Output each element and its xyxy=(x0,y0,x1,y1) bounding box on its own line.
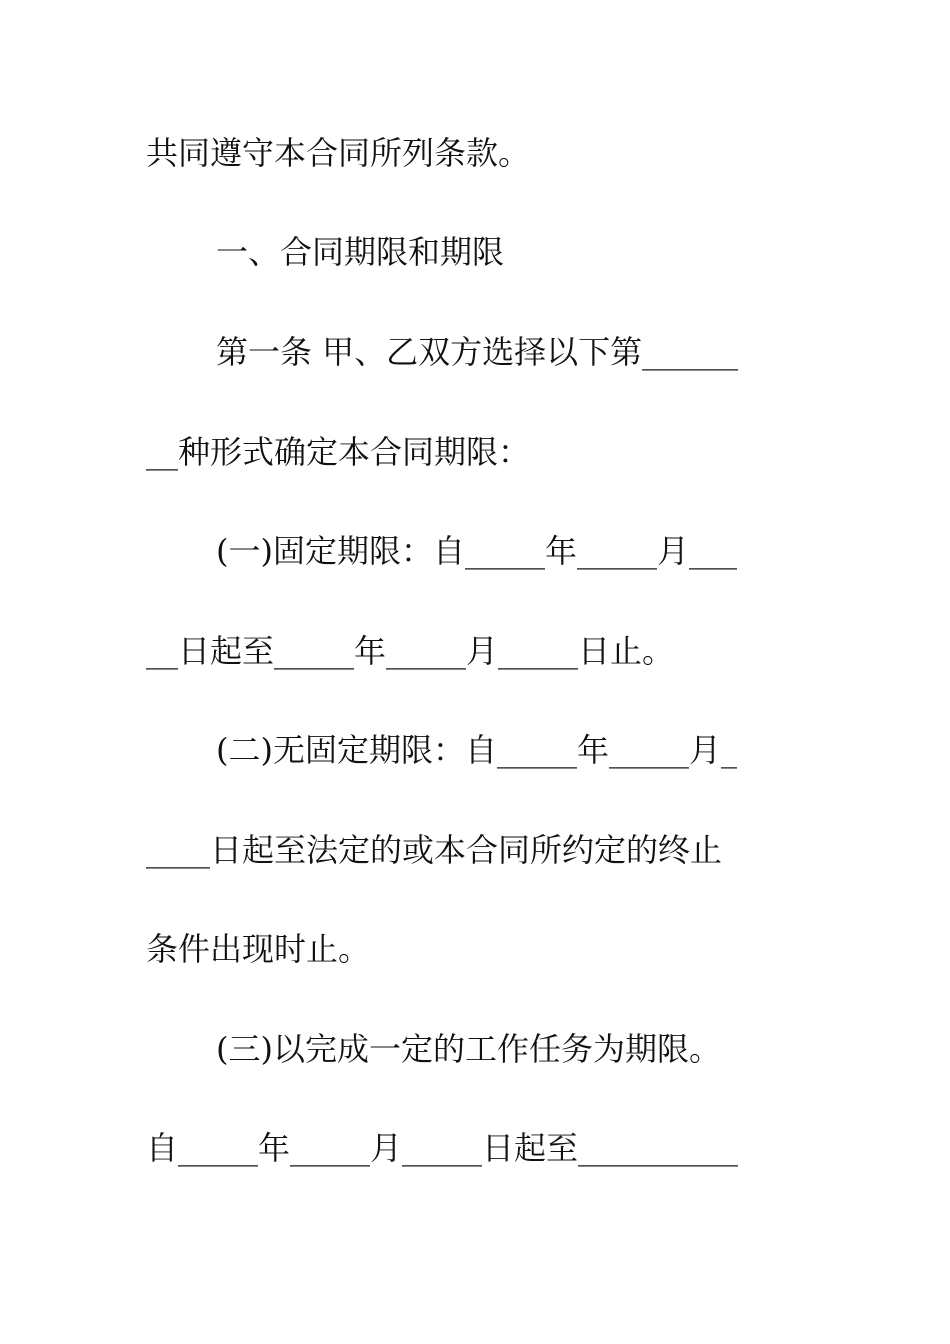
paragraph-line: (一)固定期限：自_____年_____月___ xyxy=(216,532,737,570)
paragraph-line: 共同遵守本合同所列条款。 xyxy=(146,134,531,172)
paragraph-line: __种形式确定本合同期限： xyxy=(146,433,531,471)
paragraph-line: ____日起至法定的或本合同所约定的终止 xyxy=(146,831,723,869)
paragraph-line: 自_____年_____月_____日起至__________ xyxy=(146,1129,739,1167)
section-heading: 一、合同期限和期限 xyxy=(216,233,505,271)
paragraph-line: (三)以完成一定的工作任务为期限。 xyxy=(216,1030,721,1068)
paragraph-line: 条件出现时止。 xyxy=(146,930,371,968)
paragraph-line: __日起至_____年_____月_____日止。 xyxy=(146,632,675,670)
paragraph-line: 第一条 甲、乙双方选择以下第______ xyxy=(216,333,739,371)
paragraph-line: (二)无固定期限：自_____年_____月_ xyxy=(216,731,737,769)
